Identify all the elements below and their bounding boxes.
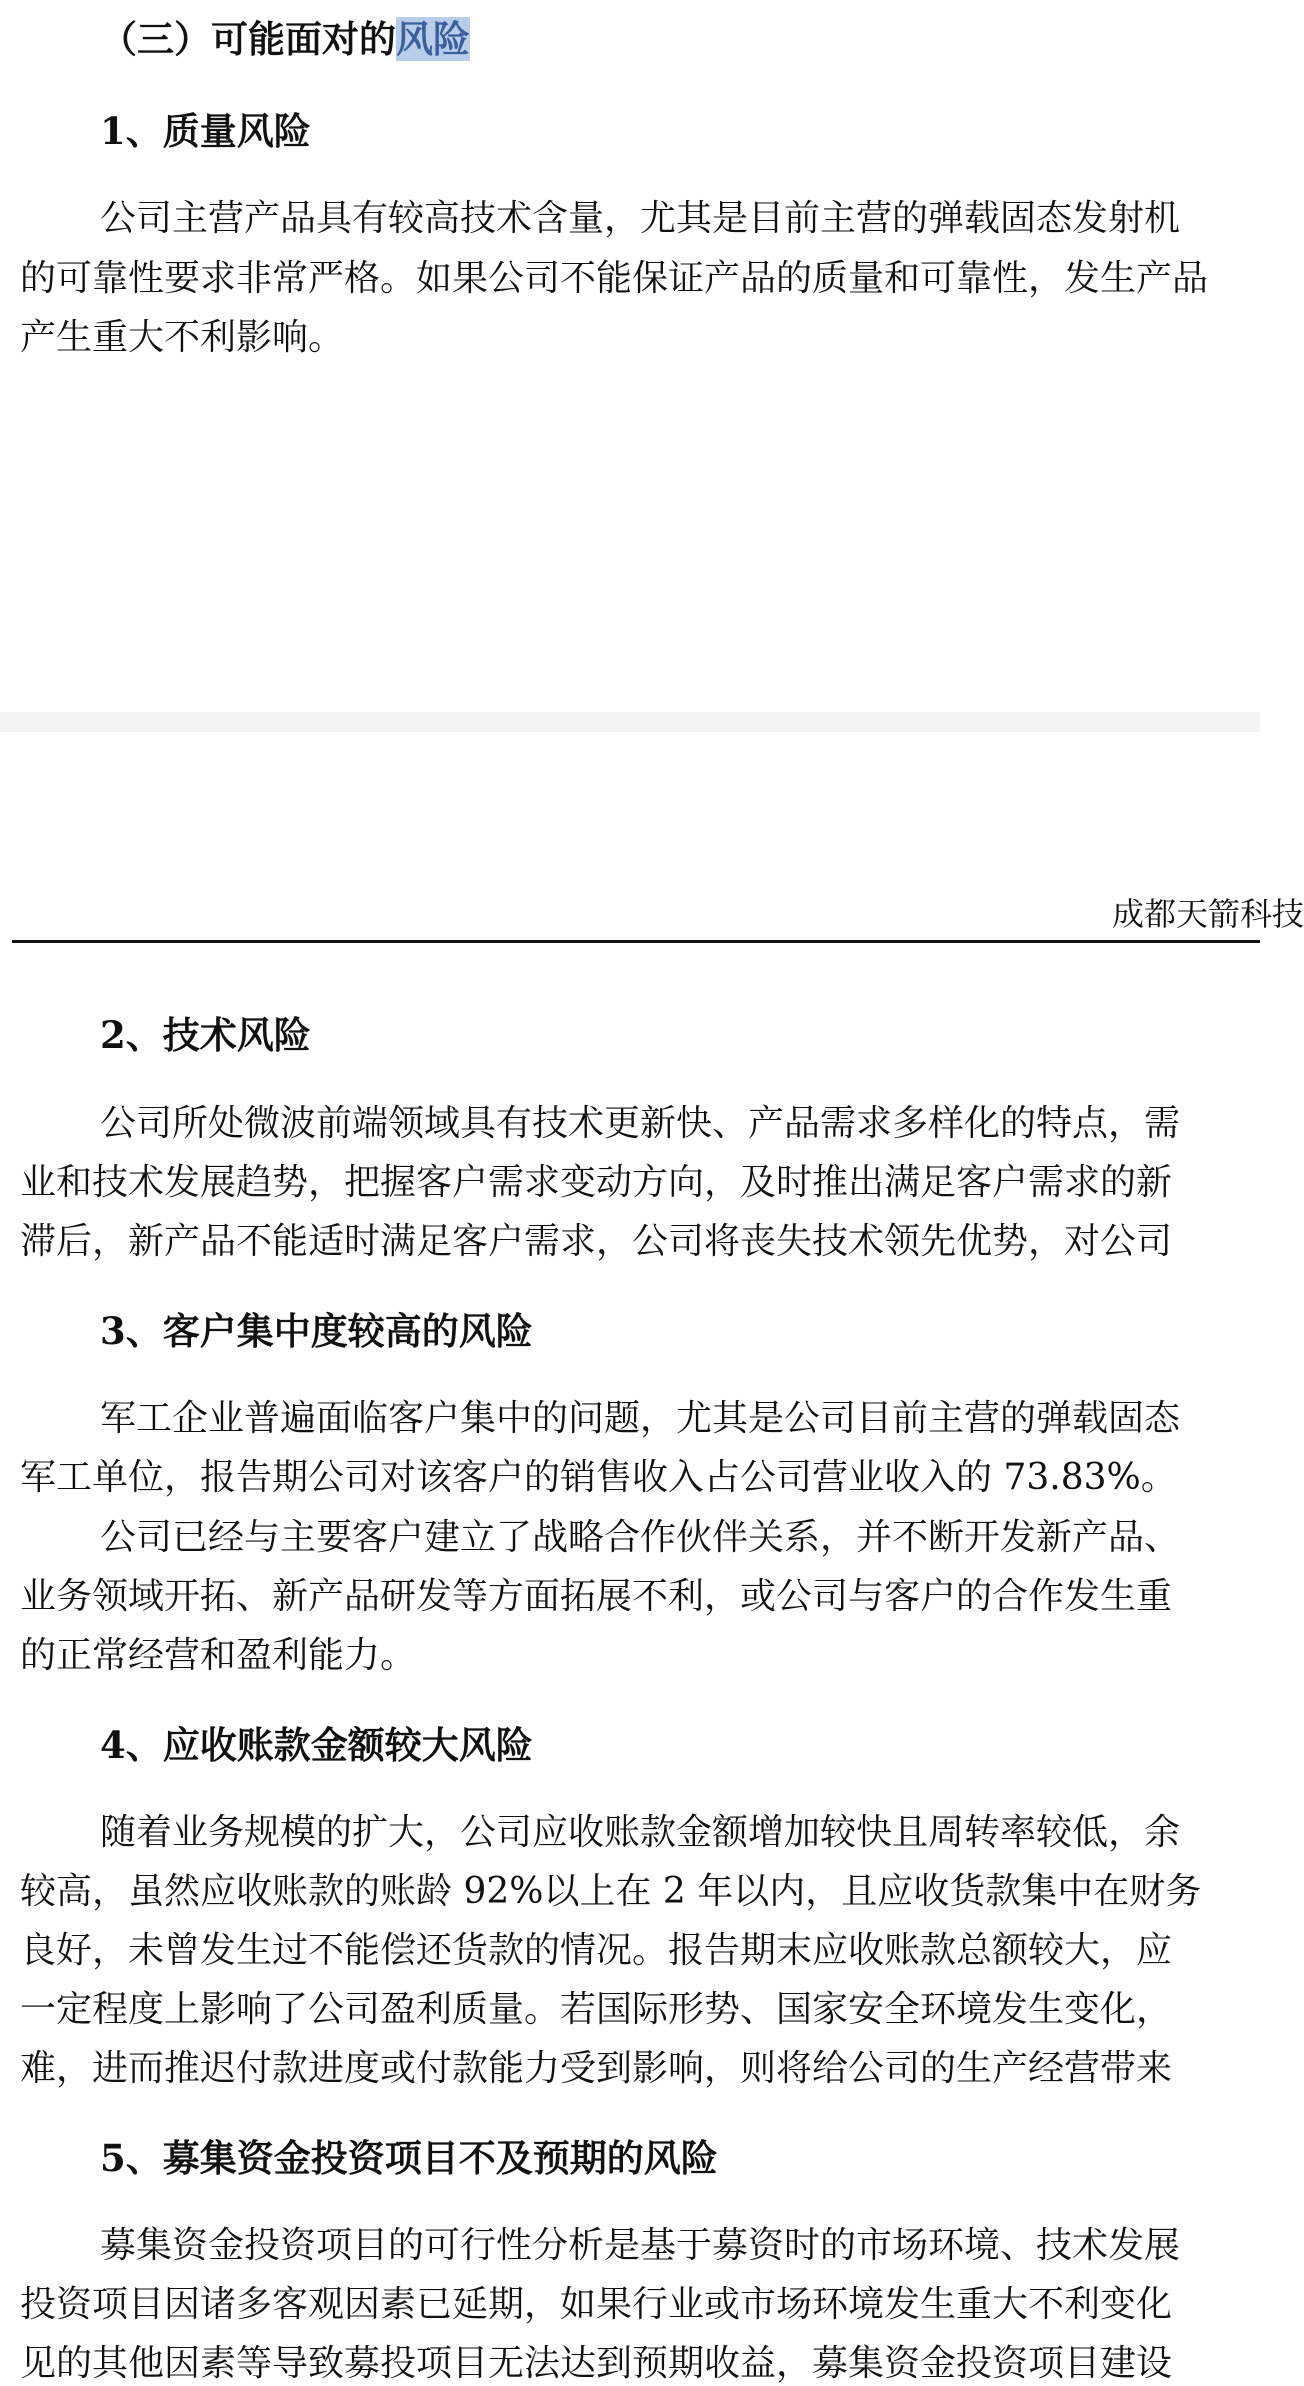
paragraph-line: 军工企业普遍面临客户集中的问题，尤其是公司目前主营的弹载固态 xyxy=(100,1398,1181,1439)
paragraph-line: 产生重大不利影响。 xyxy=(20,317,345,358)
paragraph-line: 见的其他因素等导致募投项目无法达到预期收益，募集资金投资项目建设 xyxy=(20,2343,1173,2384)
paragraph-line: 公司已经与主要客户建立了战略合作伙伴关系，并不断开发新产品、 xyxy=(100,1517,1181,1558)
risk2-title: 2、技术风险 xyxy=(100,1013,311,1057)
paragraph-line: 募集资金投资项目的可行性分析是基于募资时的市场环境、技术发展 xyxy=(100,2225,1181,2266)
document-page-2 xyxy=(0,732,1304,2384)
risk3-title: 3、客户集中度较高的风险 xyxy=(100,1309,533,1353)
paragraph-line: 的可靠性要求非常严格。如果公司不能保证产品的质量和可靠性，发生产品 xyxy=(20,258,1209,299)
paragraph-line: 业务领域开拓、新产品研发等方面拓展不利，或公司与客户的合作发生重 xyxy=(20,1576,1173,1617)
section-title-prefix: （三）可能面对的 xyxy=(100,17,396,61)
risk4-title: 4、应收账款金额较大风险 xyxy=(100,1723,533,1767)
paragraph-line: 业和技术发展趋势，把握客户需求变动方向，及时推出满足客户需求的新 xyxy=(20,1162,1173,1203)
paragraph-line: 滞后，新产品不能适时满足客户需求，公司将丧失技术领先优势，对公司 xyxy=(20,1221,1173,1262)
header-rule xyxy=(12,940,1260,943)
risk1-title: 1、质量风险 xyxy=(100,109,311,153)
paragraph-line: 良好，未曾发生过不能偿还货款的情况。报告期末应收账款总额较大，应 xyxy=(20,1930,1173,1971)
document-page-1 xyxy=(0,0,1260,712)
paragraph-line: 的正常经营和盈利能力。 xyxy=(20,1635,417,1676)
paragraph-line: 公司主营产品具有较高技术含量，尤其是目前主营的弹载固态发射机 xyxy=(100,198,1181,239)
paragraph-line: 公司所处微波前端领域具有技术更新快、产品需求多样化的特点，需 xyxy=(100,1103,1181,1144)
risk5-title: 5、募集资金投资项目不及预期的风险 xyxy=(100,2136,718,2180)
paragraph-line: 较高，虽然应收账款的账龄 92%以上在 2 年以内，且应收货款集中在财务 xyxy=(20,1871,1202,1912)
paragraph-line: 军工单位，报告期公司对该客户的销售收入占公司营业收入的 73.83%。 xyxy=(20,1457,1177,1498)
paragraph-line: 一定程度上影响了公司盈利质量。若国际形势、国家安全环境发生变化， xyxy=(20,1989,1173,2030)
paragraph-line: 随着业务规模的扩大，公司应收账款金额增加较快且周转率较低，余 xyxy=(100,1812,1181,1853)
paragraph-line: 难，进而推迟付款进度或付款能力受到影响，则将给公司的生产经营带来 xyxy=(20,2048,1173,2089)
section-title xyxy=(100,16,470,62)
highlighted-search-term: 风险 xyxy=(396,17,470,61)
page-gap xyxy=(0,712,1260,732)
page-header-text: 成都天箭科技 xyxy=(1112,895,1304,933)
paragraph-line: 投资项目因诸多客观因素已延期，如果行业或市场环境发生重大不利变化 xyxy=(20,2284,1173,2325)
